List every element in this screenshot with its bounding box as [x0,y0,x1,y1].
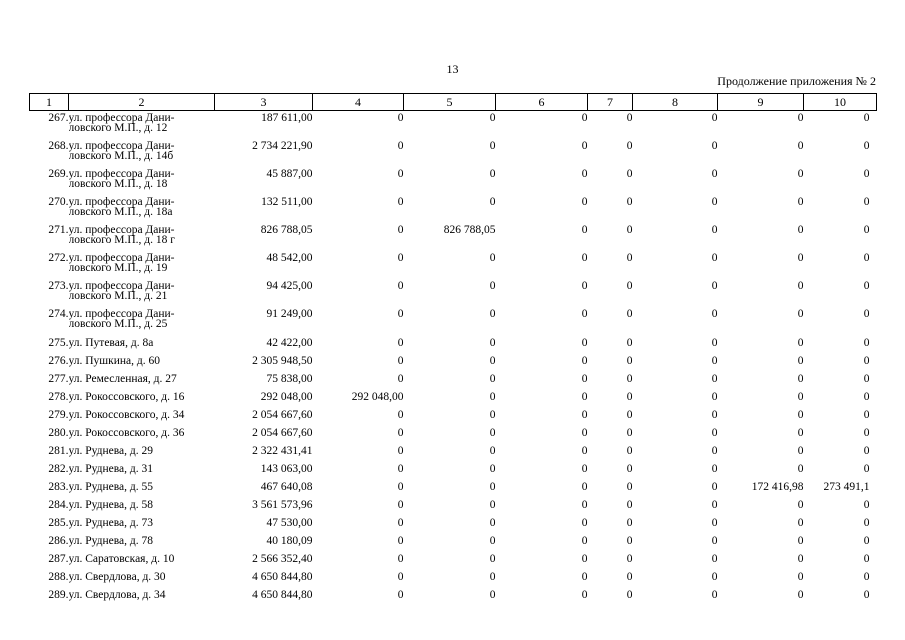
value-cell-col10: 0 [863,588,870,601]
address-line: ловского М.П., д. 18а [68,205,173,218]
address-cell [69,479,215,497]
address-line: ул. профессора Дани- [68,307,175,320]
value-cell-col8: 0 [711,372,718,385]
value-cell-col5: 0 [489,390,496,403]
value-cell-col7: 0 [626,516,633,529]
value-cell-col4: 0 [397,336,404,349]
value-cell-col6: 0 [581,279,588,292]
value-cell-col8: 0 [711,588,718,601]
value-cell-col10: 0 [863,408,870,421]
value-cell-col3: 143 063,00 [260,462,313,475]
value-cell-col5: 0 [489,480,496,493]
value-cell-col10: 0 [863,444,870,457]
row-number: 283. [48,480,69,493]
value-cell-col9: 0 [797,552,804,565]
value-cell-col3: 2 566 352,40 [252,552,313,565]
value-cell-col4: 0 [397,552,404,565]
row-number: 280. [48,426,69,439]
value-cell-col7: 0 [626,390,633,403]
value-cell-col7: 0 [626,498,633,511]
row-number: 268. [48,139,69,152]
value-cell-col8: 0 [711,223,718,236]
table-row [30,279,877,307]
value-cell-col6: 0 [581,354,588,367]
value-cell-col3: 45 887,00 [266,167,313,180]
value-cell-col5: 0 [489,307,496,320]
value-cell-col10: 0 [863,426,870,439]
value-cell-col3: 467 640,08 [260,480,313,493]
value-cell-col8: 0 [711,307,718,320]
value-cell-col10: 0 [863,498,870,511]
value-cell-col3: 2 054 667,60 [252,408,313,421]
value-cell-col3: 2 734 221,90 [252,139,313,152]
address-line: ул. Руднева, д. 29 [68,444,153,457]
address-cell [69,443,215,461]
value-cell-col9: 0 [797,279,804,292]
value-cell-col7: 0 [626,372,633,385]
address-cell [69,407,215,425]
row-number: 284. [48,498,69,511]
table-row [30,167,877,195]
value-cell-col10: 0 [863,139,870,152]
value-cell-col3: 2 054 667,60 [252,426,313,439]
address-line: ловского М.П., д. 14б [68,149,174,162]
value-cell-col5: 0 [489,195,496,208]
value-cell-col8: 0 [711,279,718,292]
value-cell-col9: 0 [797,498,804,511]
table-row [30,251,877,279]
value-cell-col10: 0 [863,251,870,264]
value-cell-col7: 0 [626,139,633,152]
value-cell-col10: 0 [863,534,870,547]
table-row [30,407,877,425]
value-cell-col4: 0 [397,167,404,180]
address-cell [69,497,215,515]
value-cell-col10: 0 [863,552,870,565]
address-cell [69,335,215,353]
value-cell-col9: 172 416,98 [751,480,804,493]
value-cell-col4: 0 [397,570,404,583]
value-cell-col10: 0 [863,516,870,529]
value-cell-col6: 0 [581,462,588,475]
value-cell-col6: 0 [581,112,588,124]
row-number: 274. [48,307,69,320]
header-row [30,94,877,111]
value-cell-col8: 0 [711,354,718,367]
value-cell-col4: 0 [397,372,404,385]
value-cell-col4: 0 [397,444,404,457]
value-cell-col9: 0 [797,588,804,601]
value-cell-col5: 0 [489,112,496,124]
table-row [30,371,877,389]
value-cell-col3: 3 561 573,96 [252,498,313,511]
value-cell-col3: 187 611,00 [261,112,313,124]
table-row [30,139,877,167]
value-cell-col6: 0 [581,480,588,493]
value-cell-col3: 826 788,05 [260,223,313,236]
address-line: ул. профессора Дани- [68,195,175,208]
value-cell-col6: 0 [581,251,588,264]
value-cell-col10: 273 491,1 [823,480,870,493]
value-cell-col7: 0 [626,462,633,475]
value-cell-col9: 0 [797,112,804,124]
column-header: 1 [30,94,69,111]
row-number: 282. [48,462,69,475]
row-number: 279. [48,408,69,421]
value-cell-col5: 0 [489,251,496,264]
value-cell-col9: 0 [797,139,804,152]
value-cell-col4: 0 [397,426,404,439]
row-number: 286. [48,534,69,547]
address-line: ул. профессора Дани- [68,223,175,236]
row-number: 270. [48,195,69,208]
table-row [30,335,877,353]
value-cell-col8: 0 [711,480,718,493]
value-cell-col6: 0 [581,372,588,385]
column-header: 10 [804,94,877,111]
table-row [30,533,877,551]
value-cell-col7: 0 [626,570,633,583]
value-cell-col5: 0 [489,570,496,583]
value-cell-col6: 0 [581,307,588,320]
address-line: ул. профессора Дани- [68,167,175,180]
value-cell-col9: 0 [797,462,804,475]
value-cell-col9: 0 [797,444,804,457]
value-cell-col4: 0 [397,139,404,152]
table-row [30,551,877,569]
value-cell-col8: 0 [711,426,718,439]
address-line: ул. профессора Дани- [68,139,175,152]
value-cell-col9: 0 [797,223,804,236]
value-cell-col5: 0 [489,408,496,421]
continuation-caption: Продолжение приложения № 2 [717,74,876,88]
value-cell-col6: 0 [581,390,588,403]
value-cell-col7: 0 [626,408,633,421]
value-cell-col6: 0 [581,223,588,236]
column-header: 9 [718,94,804,111]
value-cell-col10: 0 [863,570,870,583]
address-line: ул. Свердлова, д. 34 [68,588,166,601]
value-cell-col8: 0 [711,570,718,583]
row-number: 277. [48,372,69,385]
value-cell-col6: 0 [581,139,588,152]
value-cell-col6: 0 [581,552,588,565]
value-cell-col3: 132 511,00 [261,195,313,208]
value-cell-col6: 0 [581,570,588,583]
row-number: 269. [48,167,69,180]
row-number: 278. [48,390,69,403]
address-line: ул. профессора Дани- [68,279,175,292]
value-cell-col3: 292 048,00 [260,390,313,403]
row-number: 273. [48,279,69,292]
value-cell-col4: 0 [397,516,404,529]
value-cell-col9: 0 [797,195,804,208]
column-header: 8 [633,94,718,111]
address-line: ул. профессора Дани- [68,112,175,124]
value-cell-col6: 0 [581,444,588,457]
table-row [30,389,877,407]
address-line: ул. Рокоссовского, д. 16 [68,390,185,403]
column-header: 2 [69,94,215,111]
address-cell [69,279,215,307]
address-line: ловского М.П., д. 12 [68,122,168,134]
value-cell-col6: 0 [581,408,588,421]
value-cell-col8: 0 [711,408,718,421]
column-header: 7 [588,94,633,111]
value-cell-col5: 826 788,05 [443,223,496,236]
row-number: 272. [48,251,69,264]
address-cell [69,389,215,407]
value-cell-col10: 0 [863,462,870,475]
address-line: ловского М.П., д. 18 [68,177,168,190]
value-cell-col3: 42 422,00 [266,336,313,349]
value-cell-col3: 4 650 844,80 [252,588,313,601]
row-number: 287. [48,552,69,565]
address-line: ул. Ремесленная, д. 27 [68,372,177,385]
address-line: ул. Путевая, д. 8а [68,336,154,349]
table-row [30,111,877,139]
value-cell-col4: 0 [397,195,404,208]
address-line: ул. Пушкина, д. 60 [68,354,160,367]
address-cell [69,533,215,551]
value-cell-col9: 0 [797,372,804,385]
value-cell-col6: 0 [581,195,588,208]
row-number: 281. [48,444,69,457]
value-cell-col7: 0 [626,426,633,439]
value-cell-col10: 0 [863,195,870,208]
value-cell-col7: 0 [626,588,633,601]
value-cell-col9: 0 [797,251,804,264]
value-cell-col9: 0 [797,426,804,439]
value-cell-col8: 0 [711,444,718,457]
value-cell-col6: 0 [581,516,588,529]
value-cell-col9: 0 [797,167,804,180]
row-number: 289. [48,588,69,601]
value-cell-col10: 0 [863,223,870,236]
value-cell-col3: 48 542,00 [266,251,313,264]
address-cell [69,167,215,195]
value-cell-col8: 0 [711,251,718,264]
value-cell-col4: 0 [397,480,404,493]
address-line: ул. Руднева, д. 31 [68,462,153,475]
address-line: ул. профессора Дани- [68,251,175,264]
value-cell-col9: 0 [797,336,804,349]
value-cell-col7: 0 [626,167,633,180]
value-cell-col9: 0 [797,516,804,529]
value-cell-col7: 0 [626,534,633,547]
value-cell-col3: 91 249,00 [266,307,313,320]
address-cell [69,587,215,605]
data-table [29,93,877,605]
value-cell-col7: 0 [626,354,633,367]
address-line: ул. Рокоссовского, д. 34 [68,408,185,421]
address-line: ловского М.П., д. 21 [68,289,168,302]
value-cell-col3: 94 425,00 [266,279,313,292]
address-cell [69,353,215,371]
value-cell-col8: 0 [711,336,718,349]
value-cell-col6: 0 [581,534,588,547]
address-line: ловского М.П., д. 19 [68,261,168,274]
value-cell-col5: 0 [489,167,496,180]
column-header: 6 [496,94,588,111]
address-cell [69,425,215,443]
value-cell-col3: 2 322 431,41 [252,444,313,457]
address-cell [69,223,215,251]
address-cell [69,139,215,167]
page-number: 13 [446,62,459,76]
address-cell [69,195,215,223]
table-row [30,195,877,223]
value-cell-col9: 0 [797,390,804,403]
value-cell-col4: 0 [397,498,404,511]
column-header: 5 [404,94,496,111]
address-cell [69,569,215,587]
address-line: ул. Руднева, д. 73 [68,516,153,529]
value-cell-col6: 0 [581,336,588,349]
address-cell [69,307,215,335]
value-cell-col3: 47 530,00 [266,516,313,529]
address-line: ул. Саратовская, д. 10 [68,552,175,565]
value-cell-col8: 0 [711,516,718,529]
address-line: ул. Руднева, д. 55 [68,480,153,493]
value-cell-col9: 0 [797,307,804,320]
value-cell-col5: 0 [489,139,496,152]
address-line: ул. Руднева, д. 78 [68,534,153,547]
value-cell-col8: 0 [711,167,718,180]
value-cell-col4: 0 [397,408,404,421]
value-cell-col8: 0 [711,462,718,475]
address-cell [69,515,215,533]
value-cell-col7: 0 [626,307,633,320]
table-row [30,353,877,371]
address-cell [69,111,215,139]
value-cell-col4: 0 [397,251,404,264]
value-cell-col10: 0 [863,372,870,385]
value-cell-col4: 0 [397,534,404,547]
address-line: ул. Рокоссовского, д. 36 [68,426,185,439]
value-cell-col10: 0 [863,112,870,124]
value-cell-col5: 0 [489,534,496,547]
row-number: 288. [48,570,69,583]
value-cell-col3: 75 838,00 [266,372,313,385]
value-cell-col7: 0 [626,223,633,236]
value-cell-col7: 0 [626,112,633,124]
row-number: 271. [48,223,69,236]
value-cell-col7: 0 [626,480,633,493]
value-cell-col3: 40 180,09 [266,534,313,547]
table-row [30,223,877,251]
value-cell-col7: 0 [626,195,633,208]
value-cell-col5: 0 [489,336,496,349]
value-cell-col4: 0 [397,588,404,601]
value-cell-col10: 0 [863,307,870,320]
value-cell-col4: 0 [397,112,404,124]
value-cell-col5: 0 [489,552,496,565]
row-number: 275. [48,336,69,349]
value-cell-col7: 0 [626,251,633,264]
address-cell [69,251,215,279]
value-cell-col8: 0 [711,195,718,208]
address-line: ловского М.П., д. 18 г [68,233,175,246]
value-cell-col7: 0 [626,552,633,565]
value-cell-col10: 0 [863,167,870,180]
value-cell-col7: 0 [626,444,633,457]
table-row [30,497,877,515]
value-cell-col4: 0 [397,279,404,292]
table-row [30,307,877,335]
table-row [30,587,877,605]
value-cell-col4: 0 [397,307,404,320]
value-cell-col7: 0 [626,336,633,349]
value-cell-col5: 0 [489,444,496,457]
table-row [30,515,877,533]
value-cell-col8: 0 [711,534,718,547]
value-cell-col4: 292 048,00 [351,390,404,403]
value-cell-col5: 0 [489,354,496,367]
value-cell-col10: 0 [863,390,870,403]
address-cell [69,551,215,569]
address-cell [69,461,215,479]
value-cell-col6: 0 [581,498,588,511]
value-cell-col4: 0 [397,354,404,367]
value-cell-col5: 0 [489,426,496,439]
value-cell-col6: 0 [581,167,588,180]
column-header: 3 [215,94,313,111]
value-cell-col5: 0 [489,498,496,511]
value-cell-col5: 0 [489,516,496,529]
value-cell-col10: 0 [863,354,870,367]
address-line: ул. Свердлова, д. 30 [68,570,166,583]
value-cell-col8: 0 [711,498,718,511]
value-cell-col4: 0 [397,462,404,475]
address-line: ул. Руднева, д. 58 [68,498,153,511]
table-row [30,461,877,479]
address-line: ловского М.П., д. 25 [68,317,168,330]
value-cell-col9: 0 [797,570,804,583]
value-cell-col9: 0 [797,354,804,367]
value-cell-col5: 0 [489,372,496,385]
value-cell-col8: 0 [711,552,718,565]
value-cell-col8: 0 [711,390,718,403]
table-row [30,443,877,461]
address-cell [69,371,215,389]
table-row [30,425,877,443]
row-number: 267. [48,112,69,124]
table-row [30,569,877,587]
column-header: 4 [313,94,404,111]
value-cell-col3: 4 650 844,80 [252,570,313,583]
value-cell-col9: 0 [797,534,804,547]
value-cell-col3: 2 305 948,50 [252,354,313,367]
value-cell-col10: 0 [863,336,870,349]
value-cell-col9: 0 [797,408,804,421]
value-cell-col8: 0 [711,112,718,124]
value-cell-col7: 0 [626,279,633,292]
value-cell-col10: 0 [863,279,870,292]
value-cell-col6: 0 [581,426,588,439]
row-number: 285. [48,516,69,529]
value-cell-col6: 0 [581,588,588,601]
value-cell-col5: 0 [489,279,496,292]
value-cell-col8: 0 [711,139,718,152]
value-cell-col5: 0 [489,462,496,475]
value-cell-col5: 0 [489,588,496,601]
value-cell-col4: 0 [397,223,404,236]
row-number: 276. [48,354,69,367]
table-row [30,479,877,497]
